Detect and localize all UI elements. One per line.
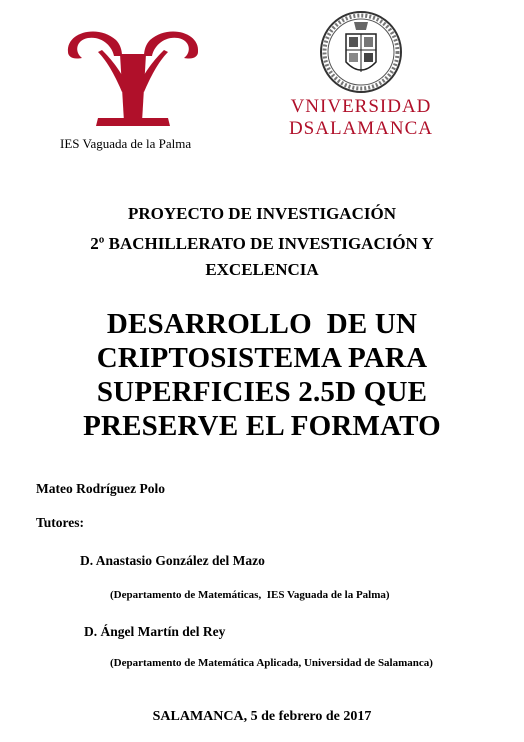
- tutor-affiliation: (Departamento de Matemáticas, IES Vaguada de la Palma): [110, 589, 390, 601]
- university-wordmark: [285, 92, 437, 138]
- university-seal-icon: [318, 10, 404, 94]
- program-line-1: 2º BACHILLERATO DE INVESTIGACIÓN Y: [90, 234, 434, 253]
- tutor-name: D. Anastasio González del Mazo: [80, 553, 265, 568]
- tutor-name: D. Ángel Martín del Rey: [84, 624, 226, 639]
- title-line: PRESERVE EL FORMATO: [83, 410, 441, 442]
- title-line: CRIPTOSISTEMA PARA: [96, 342, 428, 374]
- tutor-affiliation: (Departamento de Matemática Aplicada, Universidad de Salamanca): [110, 657, 433, 669]
- svg-text:VNIVERSIDAD: VNIVERSIDAD: [290, 96, 432, 117]
- place-date: SALAMANCA, 5 de febrero de 2017: [152, 709, 372, 724]
- ies-logo: [58, 22, 208, 132]
- svg-text:DSALAMANCA: DSALAMANCA: [288, 118, 434, 138]
- title-line: SUPERFICIES 2.5D QUE: [96, 376, 428, 408]
- project-type: PROYECTO DE INVESTIGACIÓN: [128, 204, 396, 223]
- author-name: Mateo Rodríguez Polo: [36, 481, 165, 496]
- title-line: DESARROLLO DE UN: [106, 308, 418, 340]
- tutors-label: Tutores:: [36, 515, 85, 530]
- school-caption: IES Vaguada de la Palma: [60, 136, 192, 151]
- program-line-2: EXCELENCIA: [205, 260, 319, 279]
